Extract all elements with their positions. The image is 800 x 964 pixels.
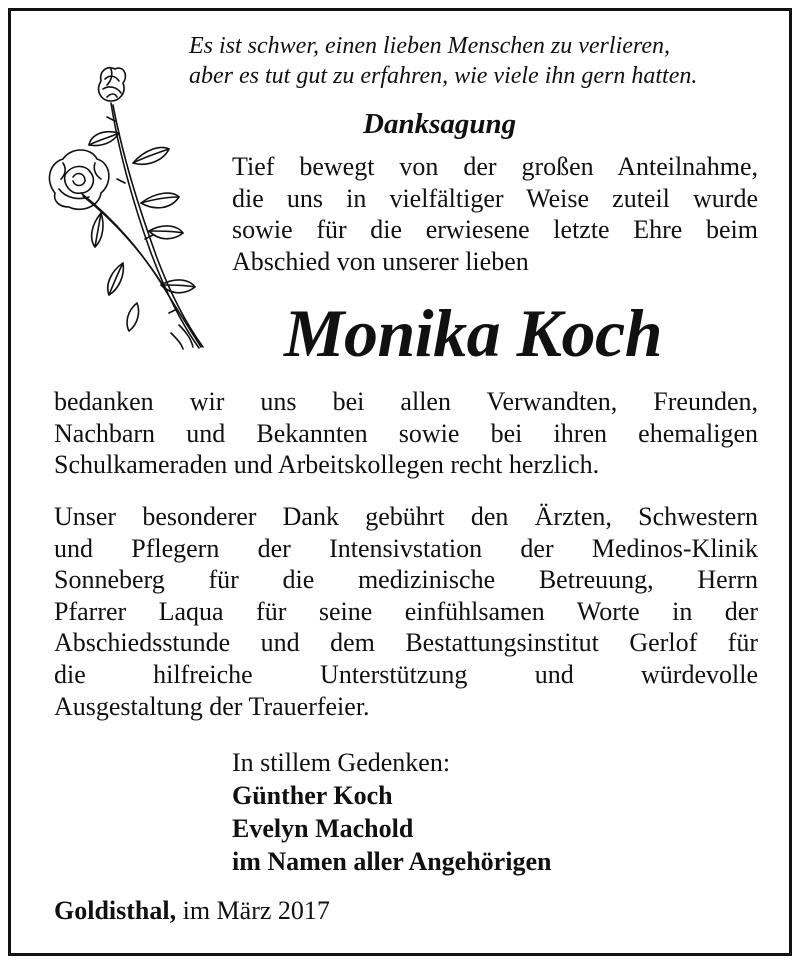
paragraph-line: Schulkameraden und Arbeitskollegen recht herzlich. — [54, 450, 600, 479]
intro-line: Abschied von unserer lieben — [232, 246, 529, 276]
paragraph-line: und Pflegern der Intensivstation der Medinos-Klinik — [54, 533, 758, 563]
heading-danksagung: Danksagung — [363, 108, 517, 140]
special-thanks-paragraph — [54, 501, 758, 722]
paragraph-line: Pfarrer Laqua für seine einfühlsamen Worte in der — [54, 596, 758, 626]
signature-block — [232, 746, 551, 878]
thanks-paragraph — [54, 386, 758, 481]
rose-branch-icon — [41, 63, 216, 353]
paragraph-line: bedanken wir uns bei allen Verwandten, Freunden, — [54, 387, 758, 416]
notice-frame — [8, 8, 792, 956]
paragraph-line: Nachbarn und Bekannten sowie bei ihren ehemaligen — [54, 418, 758, 448]
paragraph-line: Sonneberg für die medizinische Betreuung, Herrn — [54, 565, 758, 595]
paragraph-line: Abschiedsstunde und dem Bestattungsinstitut Gerlof für — [54, 628, 758, 658]
signer-relatives: im Namen aller Angehörigen — [232, 847, 552, 876]
intro-line: Tief bewegt von der großen Anteilnahme, — [232, 152, 758, 181]
paragraph-line: die hilfreiche Unterstützung und würdevolle — [54, 659, 758, 689]
place-date-line — [54, 895, 330, 927]
signer-name: Günther Koch — [232, 781, 393, 810]
paragraph-line: Unser besonderer Dank gebührt den Ärzten, Schwestern — [54, 502, 758, 531]
deceased-name: Monika Koch — [284, 295, 663, 371]
motto-line-2: aber es tut gut zu erfahren, wie viele ihn gern hatten. — [189, 63, 698, 89]
place: Goldisthal, — [54, 896, 177, 925]
signature-intro: In stillem Gedenken: — [232, 748, 451, 777]
signer-name: Evelyn Machold — [232, 814, 414, 843]
date: im März 2017 — [182, 896, 330, 925]
paragraph-line: Ausgestaltung der Trauerfeier. — [54, 691, 370, 721]
intro-line: die uns in vielfältiger Weise zuteil wurde — [232, 183, 758, 213]
motto-line-1: Es ist schwer, einen lieben Menschen zu verlieren, — [189, 33, 670, 59]
intro-paragraph — [232, 151, 758, 277]
intro-line: sowie für die erwiesene letzte Ehre beim — [232, 215, 758, 244]
